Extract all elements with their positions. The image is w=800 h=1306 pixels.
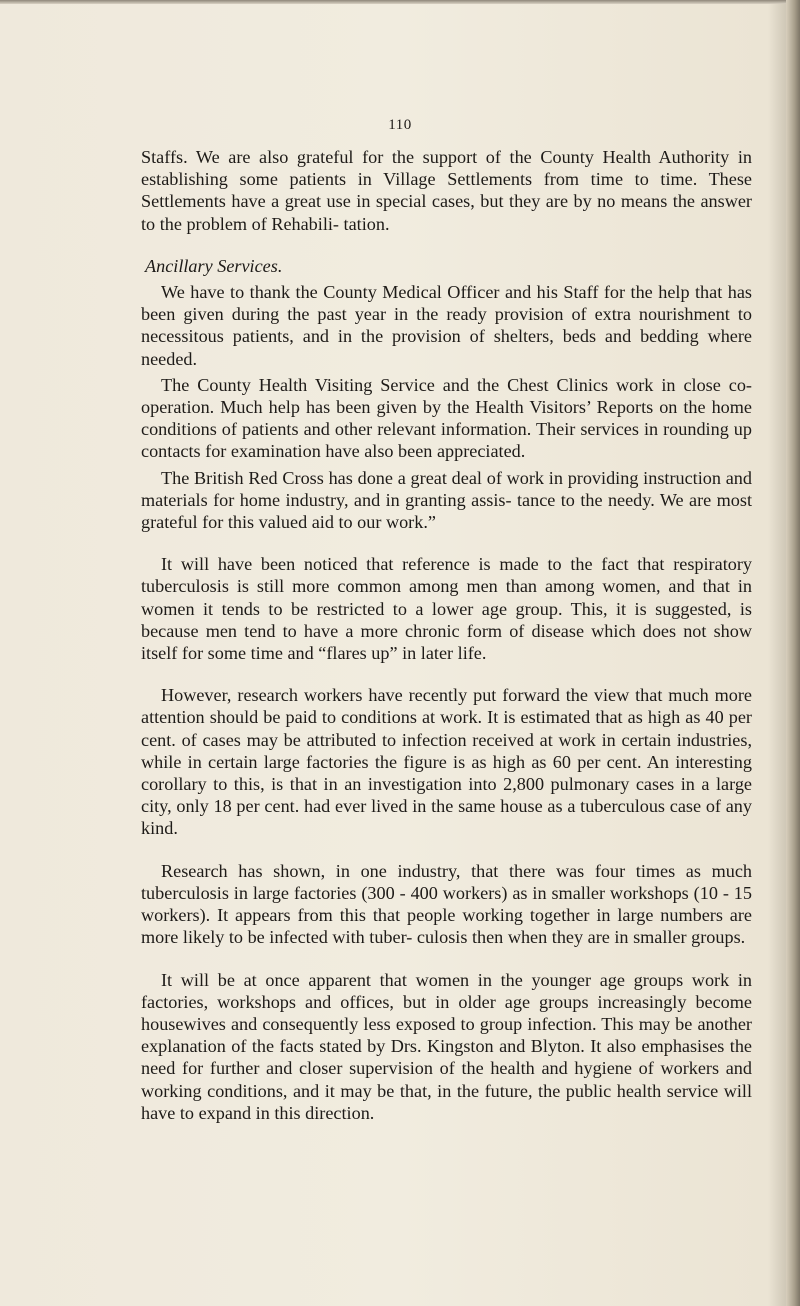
page-binding-edge (786, 0, 800, 1306)
body-text (141, 146, 752, 1124)
paragraph-women-age-groups: It will be at once apparent that women in the younger age groups work in factories, workshops and offices, but in older age groups increasingly become housewives and consequently less exposed to group infection. This may be another explanation of the facts stated by Drs. Kingston and Blyton. It also emphasises the need for further and closer supervision of the health and hygiene of workers and working conditions, and it may be that, in the future, the public health service will have to expand in this direction. (141, 969, 752, 1123)
page-number: 110 (388, 117, 412, 133)
paragraph-county-medical-officer: We have to thank the County Medical Officer and his Staff for the help that has been given during the past year in the ready provision of extra nourishment to necessitous patients, and in the provision of shelters, beds and bedding where needed. (141, 282, 752, 369)
paragraph-health-visiting: The County Health Visiting Service and the Chest Clinics work in close co-operation. Much help has been given by the Health Visitors’ Reports on the home conditions of patients and other relevant information. Their services in rounding up contacts for examination have also been appreciated. (141, 374, 752, 462)
page-top-edge (0, 0, 800, 4)
paragraph-large-factories: Research has shown, in one industry, that there was four times as much tuberculosis in large factories (300 - 400 workers) as in smaller workshops (10 - 15 workers). It appears from this that people working together in large numbers are more likely to be infected with tuber- culosis then when they are in smaller groups. (141, 860, 752, 948)
paragraph-red-cross: The British Red Cross has done a great deal of work in providing instruction and materials for home industry, and in granting assis- tance to the needy. We are most grateful for this valued aid to our work.” (141, 467, 752, 533)
paragraph-research-workers: However, research workers have recently put forward the view that much more attention should be paid to conditions at work. It is estimated that as high as 40 per cent. of cases may be attributed to infection received at work in certain industries, while in certain large factories the figure is as high as 60 per cent. An interesting corollary to this, is that in an investigation into 2,800 pulmonary cases in a large city, only 18 per cent. had ever lived in the same house as a tuberculous case of any kind. (141, 685, 752, 839)
paragraph-staffs: Staffs. We are also grateful for the support of the County Health Authority in establishing some patients in Village Settlements from time to time. These Settlements have a great use in special cases, but they are by no means the answer to the problem of Rehabili- tation. (141, 147, 752, 234)
paragraph-respiratory-tuberculosis: It will have been noticed that reference is made to the fact that respiratory tuberculosis is still more common among men than among women, and that in women it tends to be restricted to a lower age group. This, it is suggested, is because men tend to have a more chronic form of disease which does not show itself for some time and “flares up” in later life. (141, 554, 752, 664)
section-heading-ancillary-services: Ancillary Services. (145, 255, 283, 276)
